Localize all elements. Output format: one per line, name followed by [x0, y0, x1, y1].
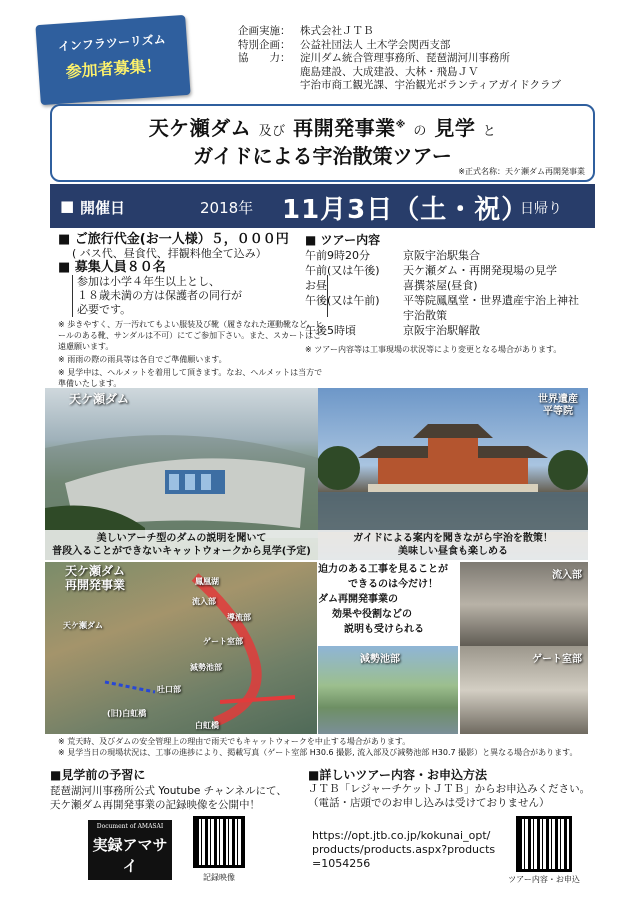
organizer-block	[238, 25, 628, 93]
tour-qr-caption: ツアー内容・お申込	[508, 875, 580, 884]
pool-tag: 減勢池部	[360, 654, 400, 665]
title-line1	[52, 112, 593, 141]
organizer-value: 公益社団法人 土木学会関西支部	[300, 38, 451, 51]
map-label: ゲート室部	[203, 637, 243, 646]
organizer-value: 宇治市商工観光課、宇治観光ボランティアガイドクラブ	[300, 79, 562, 91]
organizer-key	[238, 79, 300, 93]
date-label: 開催日	[80, 199, 126, 217]
title-no: の	[413, 124, 427, 139]
title-box	[50, 104, 595, 182]
organizer-key: 特別企画：	[238, 38, 291, 51]
promo-line: 効果や役割などの	[332, 609, 412, 620]
preparation-text: 天ケ瀬ダム再開発事業の記録映像を公開中！	[50, 799, 260, 811]
promo-line: できるのは今だけ！	[348, 579, 438, 590]
tour-heading: ■ ツアー内容	[305, 233, 381, 247]
title-line2: ガイドによる宇治散策ツアー	[193, 144, 452, 168]
map-label: 流入部	[192, 597, 216, 606]
preparation-section	[50, 768, 320, 812]
map-label: 吐口部	[157, 685, 181, 694]
tag-line: 平等院	[543, 406, 573, 417]
apply-section	[308, 768, 608, 810]
url-line: https://opt.jtb.co.jp/kokunai_opt/	[312, 829, 491, 842]
byodoin-photo	[318, 388, 588, 560]
title-part2: 再開発事業	[293, 116, 396, 140]
title-mark: ※	[395, 119, 406, 131]
attire-note: ※ 歩きやすく、万一汚れてもよい服装及び靴（履きなれた運動靴など。ヒールのある靴、サンダルは不可）にてご参加下さい。また、スカートはご遠慮願います。	[58, 320, 324, 351]
table-row	[305, 263, 579, 278]
map-label: 白虹橋	[195, 721, 219, 730]
capacity-line: 参加は小学４年生以上とし、	[77, 275, 220, 288]
map-label: 導流部	[227, 613, 251, 622]
schedule-time: お昼	[305, 279, 327, 292]
caption-line: 美しいアーチ型のダムの説明を聞いて	[96, 533, 267, 544]
badge-line2: 参加者募集！	[65, 55, 163, 82]
square-icon: ■	[60, 197, 75, 215]
apply-line2: （電話・店頭でのお申し込みは受けておりません）	[308, 797, 550, 809]
inflow-tag: 流入部	[552, 570, 582, 581]
photo-note: ※ 見学当日の現場状況は、工事の進捗により、掲載写真（ゲート室部 H30.6 撮影, 流入部及び減勢池部 H30.7 撮影）と異なる場合があります。	[58, 748, 578, 757]
map-label: 減勢池部	[190, 663, 222, 672]
day-trip-label: 日帰り	[520, 201, 562, 217]
table-row	[305, 308, 579, 323]
date-value: 11月3日（土・祝）	[282, 195, 529, 225]
badge-line1: インフラツーリズム	[57, 32, 167, 54]
capacity-detail	[72, 275, 328, 317]
promo-line: 説明も受けられる	[344, 624, 424, 635]
logo-bottom: －放流能力補完計画－	[99, 884, 160, 891]
date-year: 2018年	[200, 199, 254, 217]
preparation-heading: ■見学前の予習に	[50, 768, 146, 782]
rain-note: ※ 雨雨の際の雨具等は各自でご準備願います。	[58, 355, 227, 364]
schedule-desc: 平等院鳳凰堂・世界遺産宇治上神社	[403, 294, 579, 307]
recruitment-badge	[35, 15, 190, 105]
caption-line: 美味しい昼食も楽しめる	[398, 546, 508, 557]
video-qr-caption: 記録映像	[203, 873, 235, 882]
promo-line: ダム再開発事業の	[318, 594, 398, 605]
schedule-desc: 京阪宇治駅解散	[403, 324, 480, 337]
price-detail: ( バス代、昼食代、拝観料他全て込み）	[72, 247, 267, 260]
tour-info	[58, 233, 328, 389]
schedule-time	[305, 308, 403, 323]
tag-line: 再開発事業	[65, 578, 126, 592]
date-bar	[50, 184, 595, 228]
organizer-value: 株式会社ＪＴＢ	[300, 25, 374, 37]
schedule-desc: 宇治散策	[403, 309, 447, 322]
url-line: products/products.aspx?products	[312, 843, 496, 856]
schedule-time: 午後(又は午前)	[305, 294, 380, 307]
preparation-text: 琵琶湖河川事務所公式 Youtube チャンネルにて、	[50, 785, 287, 797]
dam-photo	[45, 388, 318, 560]
video-qr-code[interactable]	[193, 816, 245, 868]
organizer-value: 淀川ダム統合管理事務所、琵琶湖河川事務所	[300, 52, 510, 64]
apply-url[interactable]	[312, 829, 522, 871]
map-label: 天ケ瀬ダム	[63, 621, 103, 630]
map-label: 鳳凰湖	[195, 577, 219, 586]
tag-line: 世界遺産	[538, 394, 578, 405]
map-label: (旧)白虹橋	[107, 709, 147, 718]
schedule-desc: 天ケ瀬ダム・再開発現場の見学	[403, 264, 557, 277]
dam-photo-caption	[45, 530, 318, 560]
title-part1: 天ケ瀬ダム	[148, 116, 252, 140]
apply-line1: ＪＴＢ「レジャーチケットＪＴＢ」からお申込みください。	[308, 783, 591, 795]
organizer-key: 協 力：	[238, 52, 291, 64]
organizer-value: 鹿島建設、大成建設、大林・飛島ＪＶ	[300, 65, 479, 78]
table-row	[305, 248, 579, 263]
schedule-desc: 喜撰茶屋(昼食)	[403, 279, 478, 292]
amasai-logo	[88, 820, 172, 891]
schedule-time: 午前(又は午後)	[305, 264, 380, 277]
table-row	[305, 278, 579, 293]
table-row	[305, 293, 579, 308]
helmet-note: ※ 見学中は、ヘルメットを着用して頂きます。なお、ヘルメットは当方で準備いたします。	[58, 368, 323, 388]
promo-text-box	[318, 562, 458, 647]
byodoin-caption	[318, 530, 588, 560]
table-row	[305, 323, 579, 338]
capacity-heading: ■ 募集人員８０名	[58, 260, 166, 275]
dam-photo-tag: 天ケ瀬ダム	[69, 392, 130, 406]
tour-qr-code[interactable]	[516, 816, 572, 872]
inflow-photo	[460, 562, 588, 647]
organizer-key	[238, 66, 300, 80]
photo-note: ※ 荒天時、及びダムの安全管理上の理由で雨天でもキャットウォークを中止する場合があります。	[58, 737, 411, 746]
title-note: ※正式名称：天ケ瀬ダム再開発事業	[458, 167, 585, 176]
schedule-time: 午前9時20分	[305, 249, 370, 262]
caption-line: 普段入ることができないキャットウォークから見学(予定)	[52, 546, 311, 557]
caption-line: ガイドによる案内を聞きながら宇治を散策！	[353, 533, 553, 544]
capacity-line: １８歳未満の方は保護者の同行が	[77, 289, 242, 302]
tag-line: 天ケ瀬ダム	[65, 564, 126, 578]
schedule-desc: 京阪宇治駅集合	[403, 249, 480, 262]
tour-note: ※ ツアー内容等は工事現場の状況等により変更となる場合があります。	[305, 345, 562, 354]
map-tag	[65, 564, 125, 592]
price-heading: ■ ご旅行代金(お一人様）５，０００円	[58, 232, 289, 247]
title-to: と	[482, 124, 497, 139]
energy-dissipator-photo	[318, 646, 458, 734]
schedule-table	[305, 248, 579, 338]
apply-heading: ■詳しいツアー内容・お申込方法	[308, 768, 487, 782]
project-map-photo	[45, 562, 317, 734]
schedule-time: 午後5時頃	[305, 324, 356, 337]
promo-line: 迫力のある工事を見ることが	[318, 564, 448, 575]
title-part3: 見学	[434, 116, 476, 140]
title-oyobi: 及び	[258, 124, 286, 139]
byodoin-tag	[538, 394, 578, 418]
url-line: =1054256	[312, 857, 371, 870]
capacity-line: 必要です。	[77, 303, 132, 316]
organizer-key: 企画実施：	[238, 25, 291, 37]
gate-room-photo	[460, 646, 588, 734]
gate-tag: ゲート室部	[532, 654, 582, 665]
logo-main: 実録アマサイ	[92, 836, 168, 875]
photo-notes	[58, 736, 598, 758]
logo-top: Document of AMASAI	[96, 823, 164, 830]
tour-schedule	[305, 233, 605, 357]
